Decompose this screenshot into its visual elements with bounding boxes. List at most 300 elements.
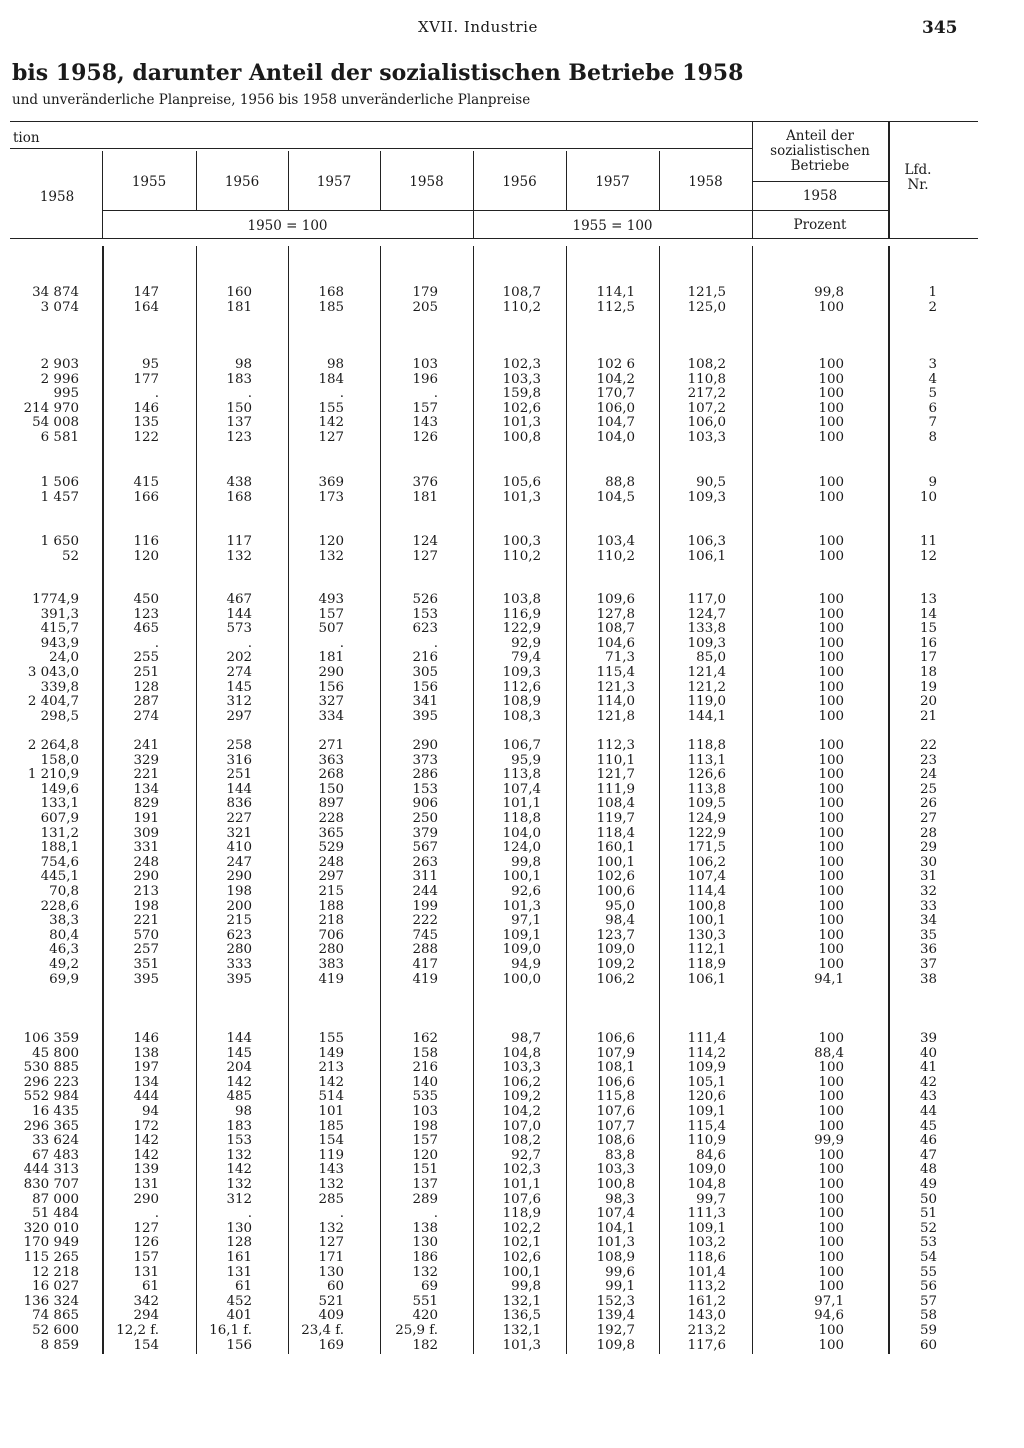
cell-lfd-nr: 18 bbox=[919, 665, 937, 680]
cell-index-1958: 551 bbox=[412, 1293, 438, 1309]
cell-change-1958: 117,6 bbox=[687, 1337, 726, 1353]
cell-anteil-percent: 100 bbox=[818, 386, 844, 402]
cell-index-1958: 216 bbox=[412, 1060, 438, 1076]
cell-index-1955: 122 bbox=[133, 430, 159, 445]
cell-value-1958: 8 859 bbox=[40, 1337, 79, 1353]
cell-value-1958: 2 404,7 bbox=[27, 694, 79, 710]
cell-lfd-nr: 49 bbox=[919, 1177, 937, 1192]
cell-index-1956: 485 bbox=[226, 1089, 252, 1105]
cell-value-1958: 74 865 bbox=[32, 1308, 79, 1324]
cell-anteil-percent: 100 bbox=[818, 650, 844, 666]
cell-change-1956: 124,0 bbox=[502, 840, 541, 856]
cell-index-1956: 150 bbox=[226, 400, 252, 416]
cell-change-1958: 106,1 bbox=[687, 548, 726, 564]
cell-change-1957: 121,3 bbox=[596, 679, 635, 695]
table-row bbox=[0, 1076, 1024, 1091]
cell-index-1956: 132 bbox=[226, 1177, 252, 1192]
cell-anteil-percent: 100 bbox=[818, 621, 844, 637]
cell-change-1957: 83,8 bbox=[605, 1147, 635, 1163]
cell-index-1958: 623 bbox=[412, 621, 438, 637]
table-row bbox=[0, 885, 1024, 900]
cell-index-1957: 60 bbox=[326, 1279, 344, 1295]
cell-change-1957: 109,6 bbox=[596, 592, 635, 607]
cell-change-1956: 109,3 bbox=[502, 665, 541, 680]
cell-value-1958: 170 949 bbox=[23, 1235, 79, 1251]
cell-change-1957: 104,2 bbox=[596, 371, 635, 387]
cell-change-1958: 117,0 bbox=[687, 592, 726, 607]
cell-value-1958: 149,6 bbox=[40, 781, 79, 797]
cell-index-1956: 98 bbox=[234, 357, 252, 372]
cell-index-1955: 116 bbox=[133, 534, 159, 549]
cell-lfd-nr: 58 bbox=[919, 1308, 937, 1324]
header-year: 1955 bbox=[131, 174, 167, 190]
cell-anteil-percent: 100 bbox=[818, 708, 844, 724]
table-row bbox=[0, 973, 1024, 988]
cell-index-1957: 228 bbox=[318, 811, 344, 826]
cell-change-1957: 107,9 bbox=[596, 1045, 635, 1061]
header-year: 1958 bbox=[688, 174, 723, 190]
cell-index-1956: 280 bbox=[226, 942, 252, 958]
cell-anteil-percent: 100 bbox=[818, 415, 844, 431]
cell-change-1958: 217,2 bbox=[687, 386, 726, 402]
table-row bbox=[0, 1309, 1024, 1324]
cell-lfd-nr: 45 bbox=[919, 1118, 937, 1134]
table-row bbox=[0, 358, 1024, 373]
cell-change-1958: 111,4 bbox=[687, 1031, 726, 1046]
cell-change-1957: 108,7 bbox=[596, 621, 635, 637]
cell-value-1958: 607,9 bbox=[40, 811, 79, 826]
cell-index-1955: 241 bbox=[133, 738, 159, 753]
cell-change-1958: 122,9 bbox=[687, 825, 726, 841]
cell-index-1955: 191 bbox=[133, 811, 159, 826]
cell-index-1955: 415 bbox=[133, 475, 159, 490]
cell-index-1957: 369 bbox=[318, 475, 344, 490]
cell-anteil-percent: 100 bbox=[818, 606, 844, 622]
cell-anteil-percent: 100 bbox=[818, 811, 844, 826]
cell-anteil-percent: 100 bbox=[818, 1031, 844, 1046]
cell-index-1956: 247 bbox=[226, 854, 252, 870]
cell-change-1957: 112,5 bbox=[596, 299, 635, 315]
cell-lfd-nr: 56 bbox=[919, 1279, 937, 1295]
cell-value-1958: 33 624 bbox=[32, 1133, 79, 1149]
table-row bbox=[0, 622, 1024, 637]
cell-index-1955: 198 bbox=[133, 898, 159, 914]
cell-index-1956: . bbox=[247, 386, 252, 402]
cell-change-1956: 102,1 bbox=[502, 1235, 541, 1251]
cell-change-1957: 99,1 bbox=[605, 1279, 635, 1295]
cell-change-1956: 102,6 bbox=[502, 1250, 541, 1265]
cell-anteil-percent: 100 bbox=[818, 679, 844, 695]
cell-change-1957: 104,1 bbox=[596, 1220, 635, 1236]
cell-index-1957: 150 bbox=[318, 781, 344, 797]
header-year: 1957 bbox=[595, 174, 630, 190]
cell-index-1956: 452 bbox=[226, 1293, 252, 1309]
cell-index-1958: 140 bbox=[412, 1074, 438, 1090]
cell-value-1958: 2 903 bbox=[40, 357, 79, 372]
table-row bbox=[0, 943, 1024, 958]
cell-index-1956: 410 bbox=[226, 840, 252, 856]
cell-index-1955: 221 bbox=[133, 913, 159, 929]
cell-index-1955: 12,2 f. bbox=[116, 1323, 159, 1338]
cell-change-1958: 144,1 bbox=[687, 708, 726, 724]
cell-index-1958: 158 bbox=[412, 1045, 438, 1061]
cell-change-1956: 112,6 bbox=[502, 679, 541, 695]
cell-anteil-percent: 100 bbox=[818, 854, 844, 870]
cell-index-1956: 198 bbox=[226, 884, 252, 899]
cell-value-1958: 3 074 bbox=[40, 299, 79, 315]
cell-index-1958: 126 bbox=[412, 430, 438, 445]
cell-index-1956: 227 bbox=[226, 811, 252, 826]
cell-change-1958: 213,2 bbox=[687, 1323, 726, 1338]
table-row bbox=[0, 387, 1024, 402]
cell-index-1957: 521 bbox=[318, 1293, 344, 1309]
cell-value-1958: 133,1 bbox=[40, 796, 79, 812]
cell-value-1958: 298,5 bbox=[40, 708, 79, 724]
table-row bbox=[0, 535, 1024, 550]
cell-change-1958: 114,4 bbox=[687, 884, 726, 899]
cell-lfd-nr: 42 bbox=[919, 1074, 937, 1090]
cell-index-1957: 142 bbox=[318, 415, 344, 431]
cell-change-1958: 109,5 bbox=[687, 796, 726, 812]
cell-index-1958: 186 bbox=[412, 1250, 438, 1265]
cell-index-1955: 395 bbox=[133, 971, 159, 987]
cell-change-1958: 110,8 bbox=[687, 371, 726, 387]
cell-change-1956: 106,7 bbox=[502, 738, 541, 753]
cell-change-1958: 109,3 bbox=[687, 489, 726, 505]
cell-index-1957: 168 bbox=[318, 285, 344, 300]
cell-value-1958: 69,9 bbox=[49, 971, 79, 987]
cell-value-1958: 51 484 bbox=[32, 1206, 79, 1222]
cell-change-1956: 108,3 bbox=[502, 708, 541, 724]
cell-anteil-percent: 100 bbox=[818, 430, 844, 445]
table-row bbox=[0, 812, 1024, 827]
cell-index-1955: 213 bbox=[133, 884, 159, 899]
header-years-rule bbox=[102, 210, 888, 211]
cell-index-1956: 98 bbox=[234, 1104, 252, 1119]
cell-index-1956: 145 bbox=[226, 679, 252, 695]
cell-lfd-nr: 20 bbox=[919, 694, 937, 710]
table-row bbox=[0, 958, 1024, 973]
cell-change-1957: 104,5 bbox=[596, 489, 635, 505]
cell-index-1958: 196 bbox=[412, 371, 438, 387]
cell-change-1957: 106,0 bbox=[596, 400, 635, 416]
table-row bbox=[0, 827, 1024, 842]
table-row bbox=[0, 900, 1024, 915]
cell-anteil-percent: 100 bbox=[818, 1337, 844, 1353]
cell-value-1958: 1 457 bbox=[40, 489, 79, 505]
cell-lfd-nr: 53 bbox=[919, 1235, 937, 1251]
cell-index-1957: 181 bbox=[318, 650, 344, 666]
table-row bbox=[0, 1134, 1024, 1149]
cell-change-1956: 101,1 bbox=[502, 796, 541, 812]
cell-lfd-nr: 14 bbox=[919, 606, 937, 622]
table-row bbox=[0, 1163, 1024, 1178]
cell-change-1957: 103,4 bbox=[596, 534, 635, 549]
cell-index-1955: 146 bbox=[133, 1031, 159, 1046]
cell-anteil-percent: 97,1 bbox=[814, 1293, 844, 1309]
cell-index-1957: 101 bbox=[318, 1104, 344, 1119]
cell-index-1956: 144 bbox=[226, 606, 252, 622]
cell-index-1957: 132 bbox=[318, 1177, 344, 1192]
cell-anteil-percent: 100 bbox=[818, 475, 844, 490]
cell-change-1956: 102,6 bbox=[502, 400, 541, 416]
cell-change-1958: 103,3 bbox=[687, 430, 726, 445]
cell-change-1958: 106,0 bbox=[687, 415, 726, 431]
cell-index-1958: 289 bbox=[412, 1191, 438, 1207]
cell-index-1956: 438 bbox=[226, 475, 252, 490]
cell-change-1958: 106,1 bbox=[687, 971, 726, 987]
cell-change-1958: 121,5 bbox=[687, 285, 726, 300]
cell-index-1955: 127 bbox=[133, 1220, 159, 1236]
cell-index-1955: 172 bbox=[133, 1118, 159, 1134]
table-row bbox=[0, 695, 1024, 710]
cell-index-1958: 376 bbox=[412, 475, 438, 490]
header-top-rule bbox=[10, 121, 978, 122]
cell-value-1958: 2 264,8 bbox=[27, 738, 79, 753]
cell-change-1956: 101,3 bbox=[502, 415, 541, 431]
cell-anteil-percent: 100 bbox=[818, 738, 844, 753]
cell-lfd-nr: 50 bbox=[919, 1191, 937, 1207]
cell-index-1955: 131 bbox=[133, 1264, 159, 1280]
cell-change-1957: 160,1 bbox=[596, 840, 635, 856]
cell-index-1958: 132 bbox=[412, 1264, 438, 1280]
cell-index-1955: 139 bbox=[133, 1162, 159, 1178]
cell-change-1956: 106,2 bbox=[502, 1074, 541, 1090]
cell-value-1958: 320 010 bbox=[23, 1220, 79, 1236]
table-row bbox=[0, 1090, 1024, 1105]
cell-change-1957: 112,3 bbox=[596, 738, 635, 753]
cell-change-1958: 113,1 bbox=[687, 752, 726, 768]
cell-value-1958: 415,7 bbox=[40, 621, 79, 637]
cell-lfd-nr: 59 bbox=[919, 1323, 937, 1338]
table-row bbox=[0, 1178, 1024, 1193]
cell-anteil-percent: 100 bbox=[818, 913, 844, 929]
cell-index-1955: 570 bbox=[133, 927, 159, 943]
cell-index-1955: 221 bbox=[133, 767, 159, 783]
cell-change-1956: 132,1 bbox=[502, 1323, 541, 1338]
cell-index-1958: 156 bbox=[412, 679, 438, 695]
cell-index-1956: 200 bbox=[226, 898, 252, 914]
cell-lfd-nr: 13 bbox=[919, 592, 937, 607]
cell-index-1956: 395 bbox=[226, 971, 252, 987]
cell-index-1957: 409 bbox=[318, 1308, 344, 1324]
cell-index-1958: 182 bbox=[412, 1337, 438, 1353]
cell-index-1956: 144 bbox=[226, 781, 252, 797]
cell-change-1957: 109,0 bbox=[596, 942, 635, 958]
cell-lfd-nr: 51 bbox=[919, 1206, 937, 1222]
header-bottom-rule bbox=[10, 238, 978, 239]
cell-lfd-nr: 34 bbox=[919, 913, 937, 929]
cell-value-1958: 1 650 bbox=[40, 534, 79, 549]
cell-value-1958: 106 359 bbox=[23, 1031, 79, 1046]
cell-change-1958: 109,3 bbox=[687, 635, 726, 651]
page-subtitle: und unveränderliche Planpreise, 1956 bis 1958 unveränderliche Planpreise bbox=[12, 92, 531, 108]
cell-index-1958: 373 bbox=[412, 752, 438, 768]
cell-index-1957: 188 bbox=[318, 898, 344, 914]
cell-lfd-nr: 37 bbox=[919, 957, 937, 972]
cell-change-1956: 100,8 bbox=[502, 430, 541, 445]
cell-change-1958: 109,1 bbox=[687, 1104, 726, 1119]
cell-index-1958: 205 bbox=[412, 299, 438, 315]
cell-index-1955: 134 bbox=[133, 1074, 159, 1090]
table-row bbox=[0, 491, 1024, 506]
cell-index-1956: 117 bbox=[226, 534, 252, 549]
cell-anteil-percent: 100 bbox=[818, 299, 844, 315]
cell-value-1958: 445,1 bbox=[40, 869, 79, 885]
table-row bbox=[0, 870, 1024, 885]
cell-anteil-percent: 100 bbox=[818, 1147, 844, 1163]
cell-lfd-nr: 33 bbox=[919, 898, 937, 914]
cell-change-1957: 121,7 bbox=[596, 767, 635, 783]
table-row bbox=[0, 416, 1024, 431]
cell-change-1956: 103,3 bbox=[502, 371, 541, 387]
cell-change-1958: 112,1 bbox=[687, 942, 726, 958]
cell-index-1958: 244 bbox=[412, 884, 438, 899]
cell-change-1957: 98,3 bbox=[605, 1191, 635, 1207]
cell-change-1958: 109,0 bbox=[687, 1162, 726, 1178]
cell-change-1956: 108,7 bbox=[502, 285, 541, 300]
cell-value-1958: 52 600 bbox=[32, 1323, 79, 1338]
cell-change-1956: 100,1 bbox=[502, 869, 541, 885]
cell-change-1957: 107,7 bbox=[596, 1118, 635, 1134]
cell-index-1957: 507 bbox=[318, 621, 344, 637]
cell-lfd-nr: 11 bbox=[919, 534, 937, 549]
cell-value-1958: 3 043,0 bbox=[27, 665, 79, 680]
cell-change-1957: 102 6 bbox=[596, 357, 635, 372]
cell-anteil-percent: 100 bbox=[818, 1279, 844, 1295]
cell-anteil-percent: 100 bbox=[818, 1089, 844, 1105]
cell-index-1957: 419 bbox=[318, 971, 344, 987]
table-row bbox=[0, 666, 1024, 681]
cell-index-1957: 156 bbox=[318, 679, 344, 695]
cell-lfd-nr: 10 bbox=[919, 489, 937, 505]
cell-lfd-nr: 41 bbox=[919, 1060, 937, 1076]
cell-lfd-nr: 44 bbox=[919, 1104, 937, 1119]
cell-value-1958: 296 365 bbox=[23, 1118, 79, 1134]
cell-index-1956: 144 bbox=[226, 1031, 252, 1046]
cell-change-1958: 111,3 bbox=[687, 1206, 726, 1222]
cell-change-1957: 106,6 bbox=[596, 1074, 635, 1090]
table-row bbox=[0, 637, 1024, 652]
cell-change-1958: 99,7 bbox=[696, 1191, 726, 1207]
cell-index-1955: 146 bbox=[133, 400, 159, 416]
cell-lfd-nr: 19 bbox=[919, 679, 937, 695]
cell-anteil-percent: 100 bbox=[818, 1191, 844, 1207]
cell-index-1955: 131 bbox=[133, 1177, 159, 1192]
cell-index-1957: . bbox=[339, 386, 344, 402]
cell-change-1958: 114,2 bbox=[687, 1045, 726, 1061]
cell-lfd-nr: 47 bbox=[919, 1147, 937, 1163]
cell-index-1956: 61 bbox=[234, 1279, 252, 1295]
cell-index-1955: 294 bbox=[133, 1308, 159, 1324]
cell-change-1956: 122,9 bbox=[502, 621, 541, 637]
cell-change-1956: 101,3 bbox=[502, 1337, 541, 1353]
cell-index-1957: 514 bbox=[318, 1089, 344, 1105]
cell-change-1956: 104,8 bbox=[502, 1045, 541, 1061]
cell-value-1958: 54 008 bbox=[32, 415, 79, 431]
cell-value-1958: 52 bbox=[61, 548, 79, 564]
table-row bbox=[0, 1295, 1024, 1310]
cell-index-1957: 897 bbox=[318, 796, 344, 812]
cell-index-1956: 204 bbox=[226, 1060, 252, 1076]
cell-index-1957: 184 bbox=[318, 371, 344, 387]
cell-lfd-nr: 40 bbox=[919, 1045, 937, 1061]
cell-change-1957: 108,9 bbox=[596, 1250, 635, 1265]
cell-anteil-percent: 94,6 bbox=[814, 1308, 844, 1324]
cell-value-1958: 530 885 bbox=[23, 1060, 79, 1076]
cell-index-1957: 383 bbox=[318, 957, 344, 972]
cell-index-1956: 290 bbox=[226, 869, 252, 885]
cell-index-1958: 311 bbox=[412, 869, 438, 885]
cell-value-1958: 158,0 bbox=[40, 752, 79, 768]
cell-index-1958: 130 bbox=[412, 1235, 438, 1251]
cell-index-1955: 248 bbox=[133, 854, 159, 870]
cell-value-1958: 45 800 bbox=[32, 1045, 79, 1061]
cell-anteil-percent: 100 bbox=[818, 884, 844, 899]
cell-index-1956: 153 bbox=[226, 1133, 252, 1149]
cell-anteil-percent: 100 bbox=[818, 840, 844, 856]
cell-index-1958: 379 bbox=[412, 825, 438, 841]
cell-index-1958: 417 bbox=[412, 957, 438, 972]
header-mid-rule bbox=[10, 148, 752, 149]
cell-change-1956: 109,0 bbox=[502, 942, 541, 958]
cell-change-1956: 102,2 bbox=[502, 1220, 541, 1236]
cell-value-1958: 391,3 bbox=[40, 606, 79, 622]
cell-lfd-nr: 25 bbox=[919, 781, 937, 797]
table-row bbox=[0, 1120, 1024, 1135]
cell-index-1957: 493 bbox=[318, 592, 344, 607]
table-row bbox=[0, 550, 1024, 565]
cell-index-1957: 185 bbox=[318, 1118, 344, 1134]
cell-index-1955: 255 bbox=[133, 650, 159, 666]
cell-index-1955: 444 bbox=[133, 1089, 159, 1105]
cell-change-1957: 107,4 bbox=[596, 1206, 635, 1222]
cell-index-1956: 623 bbox=[226, 927, 252, 943]
cell-change-1956: 94,9 bbox=[511, 957, 541, 972]
cell-index-1955: 154 bbox=[133, 1337, 159, 1353]
table-row bbox=[0, 754, 1024, 769]
cell-anteil-percent: 100 bbox=[818, 1206, 844, 1222]
cell-lfd-nr: 16 bbox=[919, 635, 937, 651]
cell-index-1958: 263 bbox=[412, 854, 438, 870]
cell-index-1957: 127 bbox=[318, 1235, 344, 1251]
cell-index-1958: 395 bbox=[412, 708, 438, 724]
cell-change-1957: 115,8 bbox=[596, 1089, 635, 1105]
cell-value-1958: 444 313 bbox=[23, 1162, 79, 1178]
cell-change-1958: 130,3 bbox=[687, 927, 726, 943]
cell-lfd-nr: 23 bbox=[919, 752, 937, 768]
cell-index-1957: 130 bbox=[318, 1264, 344, 1280]
cell-anteil-percent: 100 bbox=[818, 635, 844, 651]
cell-index-1956: 156 bbox=[226, 1337, 252, 1353]
cell-change-1958: 133,8 bbox=[687, 621, 726, 637]
cell-index-1957: 171 bbox=[318, 1250, 344, 1265]
cell-index-1957: 297 bbox=[318, 869, 344, 885]
cell-index-1957: 271 bbox=[318, 738, 344, 753]
cell-anteil-percent: 99,8 bbox=[814, 285, 844, 300]
cell-index-1955: 138 bbox=[133, 1045, 159, 1061]
cell-value-1958: 995 bbox=[53, 386, 79, 402]
cell-change-1957: 100,1 bbox=[596, 854, 635, 870]
cell-value-1958: 38,3 bbox=[49, 913, 79, 929]
cell-index-1955: 290 bbox=[133, 1191, 159, 1207]
cell-change-1956: 104,0 bbox=[502, 825, 541, 841]
cell-value-1958: 87 000 bbox=[32, 1191, 79, 1207]
cell-index-1955: 465 bbox=[133, 621, 159, 637]
cell-change-1958: 107,2 bbox=[687, 400, 726, 416]
cell-change-1958: 109,1 bbox=[687, 1220, 726, 1236]
cell-change-1958: 113,8 bbox=[687, 781, 726, 797]
